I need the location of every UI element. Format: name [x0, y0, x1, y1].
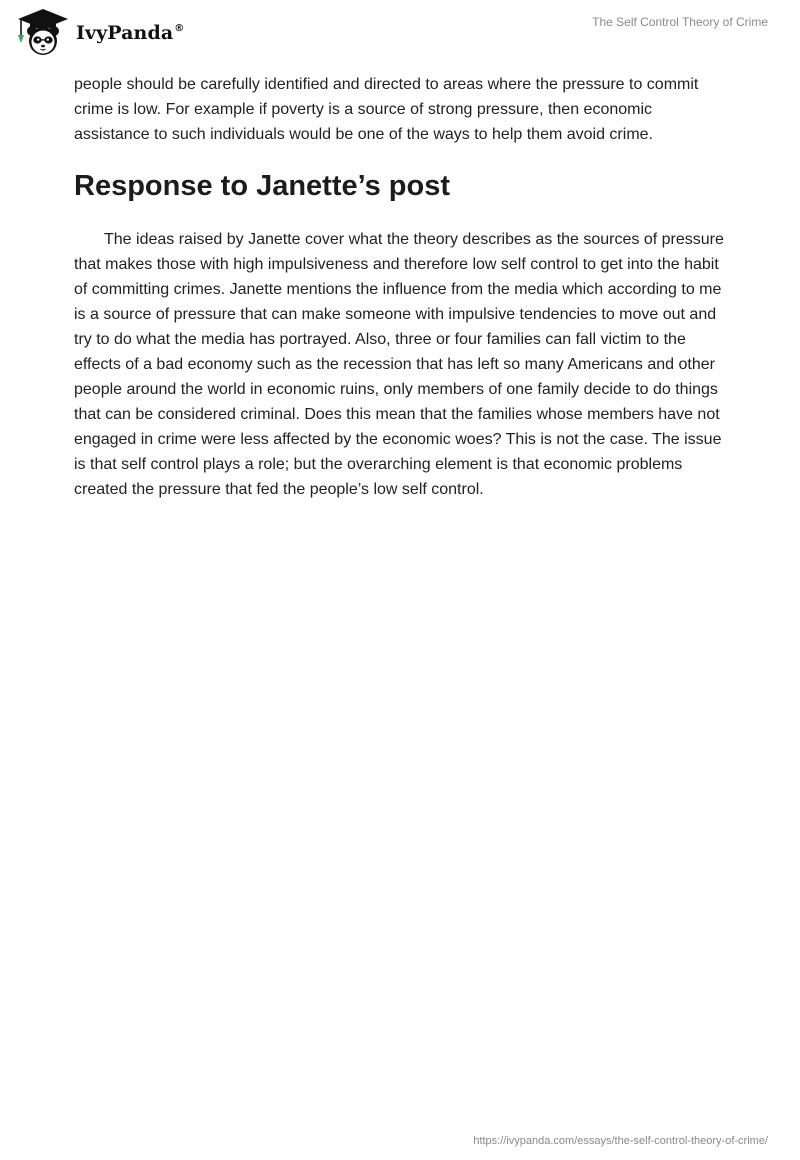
- registered-mark: ®: [174, 23, 185, 34]
- page-header: [0, 0, 800, 64]
- logo-name: IvyPanda: [76, 22, 174, 44]
- intro-paragraph: people should be carefully identified and directed to areas where the pressure to commit crime is low. For example if poverty is a source of strong pressure, then economic assistance to such individuals would be one of the ways to help them avoid crime.: [74, 76, 699, 143]
- ivypanda-logo[interactable]: [14, 7, 184, 57]
- panda-graduation-cap-icon: [14, 7, 72, 57]
- logo-text: [76, 22, 184, 44]
- source-url-link[interactable]: https://ivypanda.com/essays/the-self-control-theory-of-crime/: [473, 1135, 768, 1147]
- response-paragraph: The ideas raised by Janette cover what the theory describes as the sources of pressure that makes those with high impulsiveness and therefore low self control to get into the habit of committing crimes. Janette mentions the influence from the media which according to me is a source of pressure that can make someone with impulsive tendencies to move out and try to do what the media has portrayed. Also, three or four families can fall victim to the effects of a bad economy such as the recession that has left so many Americans and other people around the world in economic ruins, only members of one family decide to do things that can be considered criminal. Does this mean that the families whose members have not engaged in crime were less affected by the economic woes? This is not the case. The issue is that self control plays a role; but the overarching element is that economic problems created the pressure that fed the people’s low self control.: [74, 231, 724, 498]
- document-title: The Self Control Theory of Crime: [592, 15, 768, 29]
- section-heading: Response to Janette’s post: [74, 170, 451, 202]
- document-body: [74, 72, 726, 502]
